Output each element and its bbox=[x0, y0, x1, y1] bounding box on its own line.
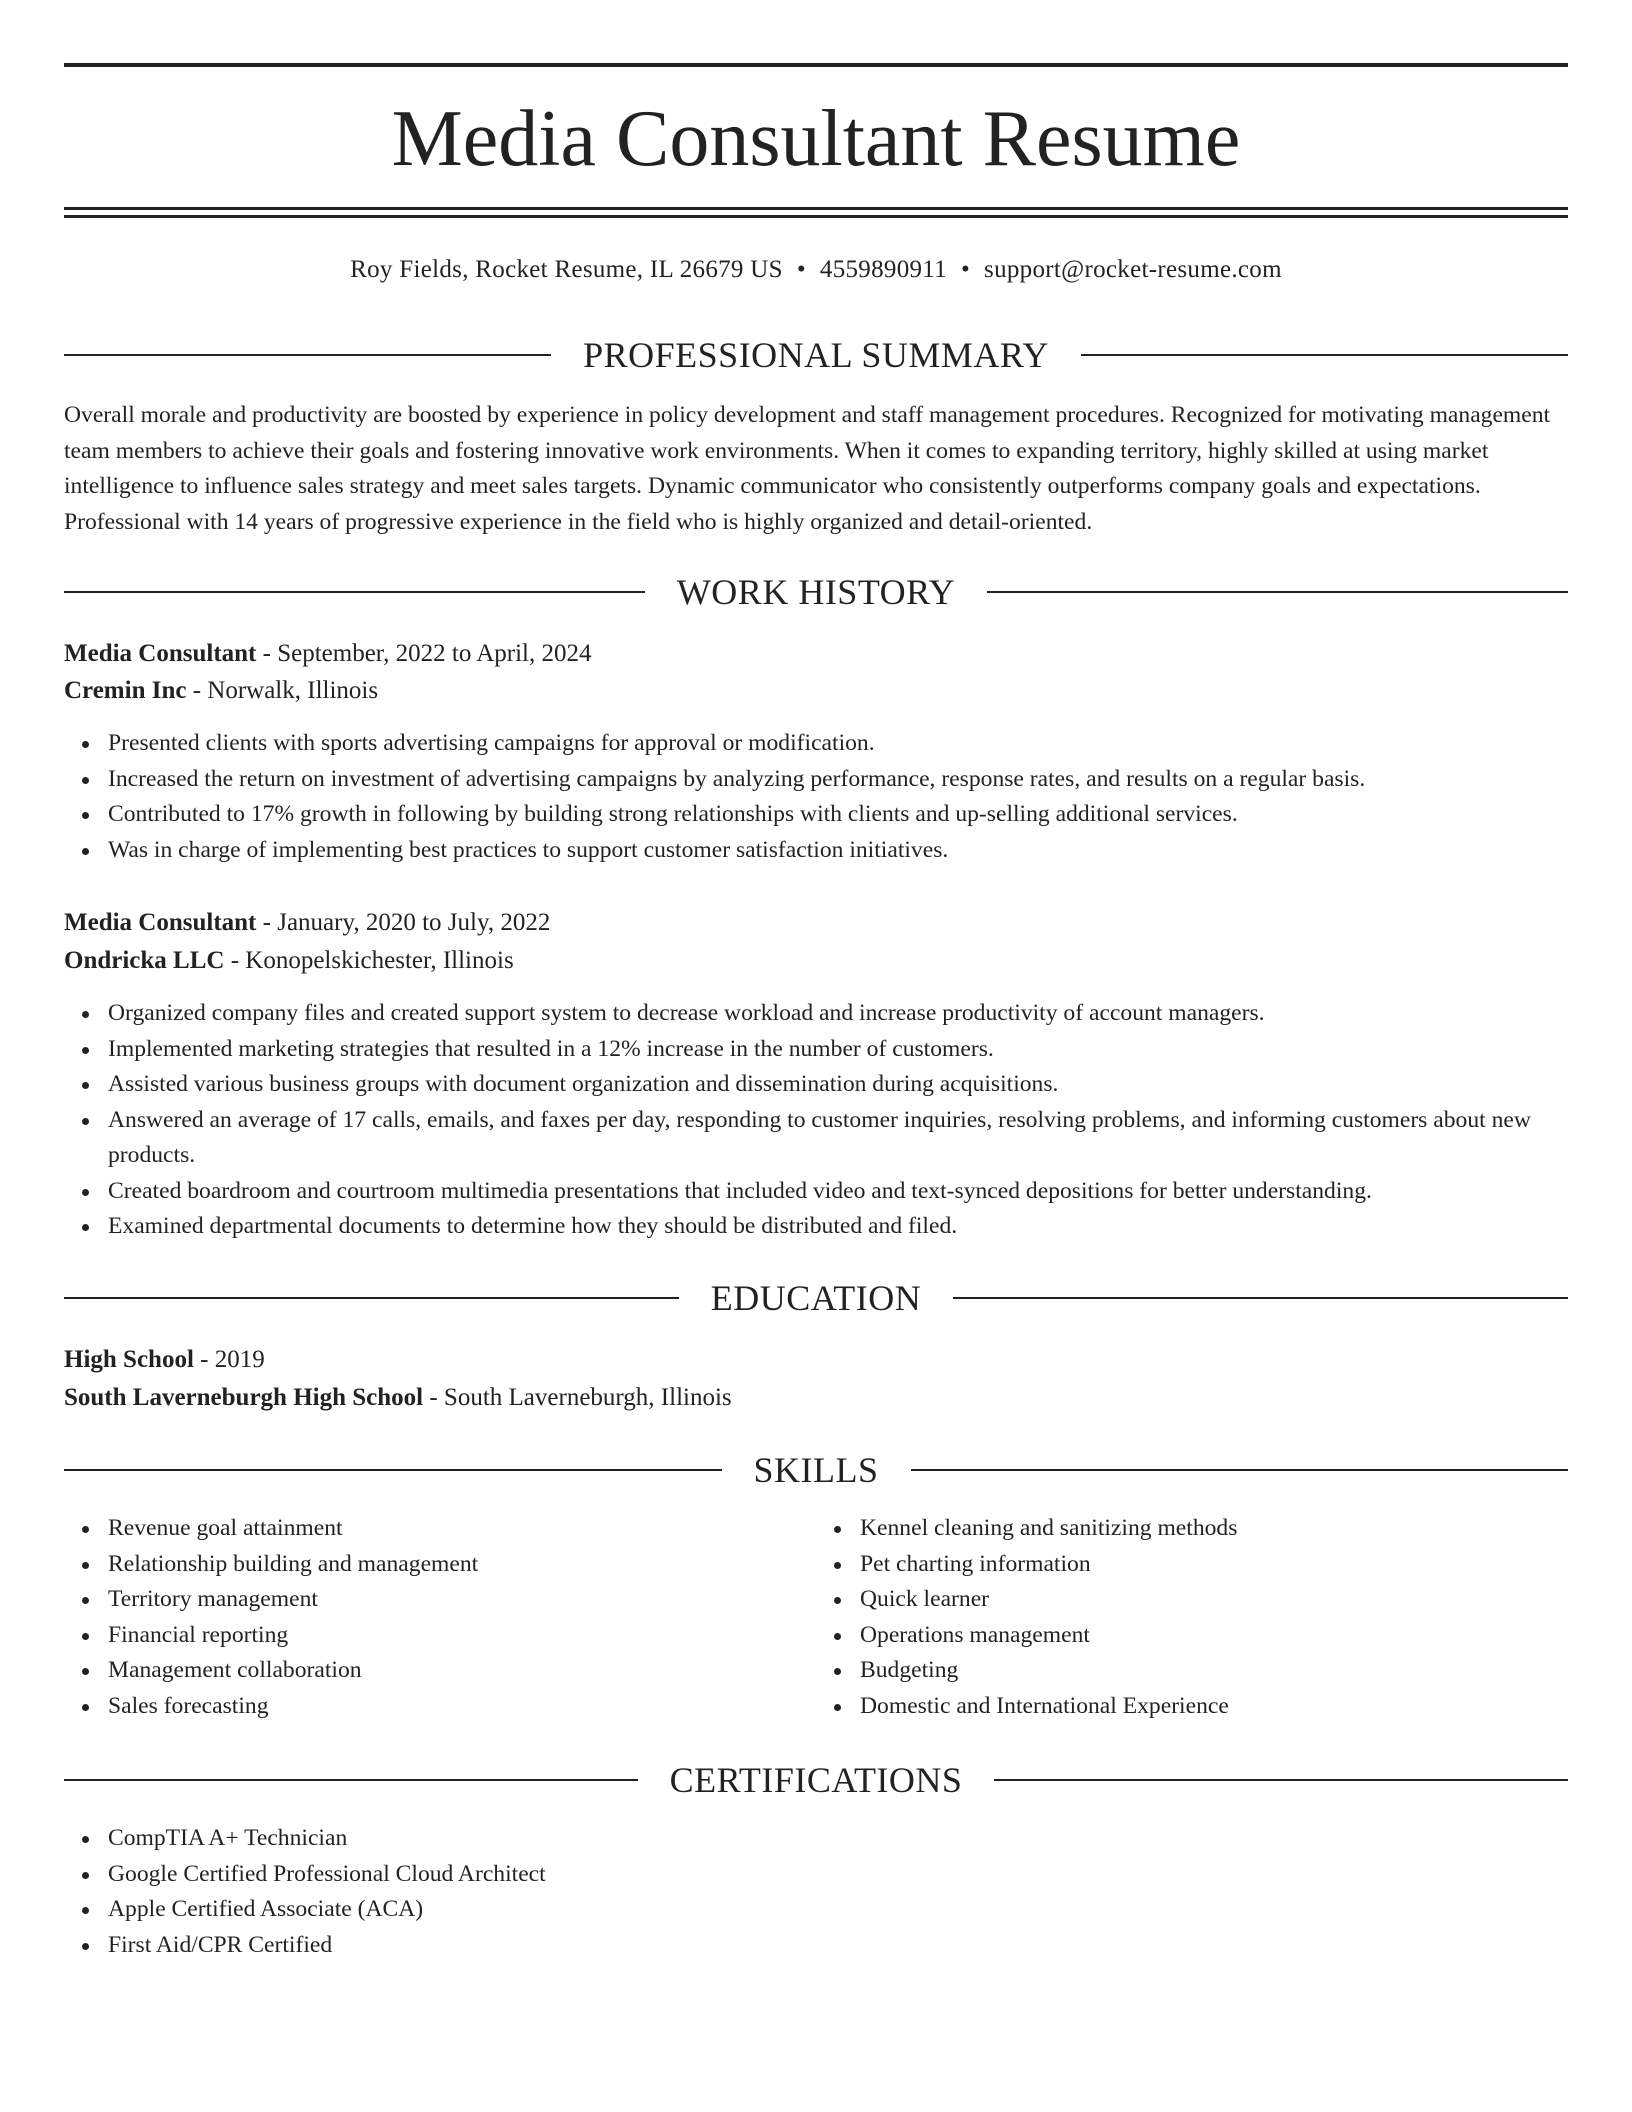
skill-item: Kennel cleaning and sanitizing methods bbox=[860, 1511, 1568, 1547]
job-dates: - January, 2020 to July, 2022 bbox=[256, 909, 551, 936]
job-bullet: Assisted various business groups with document organization and dissemination during acquisitions. bbox=[108, 1067, 1568, 1103]
divider-line bbox=[987, 591, 1568, 593]
section-title-summary: PROFESSIONAL SUMMARY bbox=[583, 335, 1049, 375]
job-bullet: Examined departmental documents to determine how they should be distributed and filed. bbox=[108, 1209, 1568, 1245]
contact-separator: • bbox=[960, 256, 971, 283]
title-rule-lower bbox=[64, 215, 1568, 218]
divider-line bbox=[994, 1779, 1568, 1781]
divider-line bbox=[1081, 354, 1568, 356]
certification-item: Apple Certified Associate (ACA) bbox=[108, 1892, 1568, 1928]
job-bullets bbox=[64, 996, 1568, 1245]
skill-item: Management collaboration bbox=[108, 1653, 816, 1689]
divider-line bbox=[64, 1297, 679, 1299]
section-title-work: WORK HISTORY bbox=[676, 572, 956, 612]
section-header-skills bbox=[64, 1448, 1568, 1492]
summary-text: Overall morale and productivity are boosted by experience in policy development and staff management procedures. Recognized for motivating management team members to achieve their goals and fostering innovative work environments. When it comes to expanding territory, highly skilled at using market intelligence to influence sales strategy and meet sales targets. Dynamic communicator who consistently outperforms company goals and expectations. Professional with 14 years of progressive experience in the field who is highly organized and detail-oriented. bbox=[64, 402, 1551, 535]
job-company: Ondricka LLC bbox=[64, 947, 225, 974]
contact-line bbox=[64, 252, 1568, 288]
job-location: - Norwalk, Illinois bbox=[186, 677, 379, 704]
section-header-education bbox=[64, 1276, 1568, 1320]
education-degree-line bbox=[64, 1342, 1568, 1378]
certification-item: Google Certified Professional Cloud Architect bbox=[108, 1857, 1568, 1893]
contact-address: Roy Fields, Rocket Resume, IL 26679 US bbox=[350, 256, 783, 283]
skill-item: Territory management bbox=[108, 1582, 816, 1618]
skill-item: Sales forecasting bbox=[108, 1689, 816, 1725]
section-title-skills: SKILLS bbox=[753, 1450, 879, 1490]
skill-item: Operations management bbox=[860, 1618, 1568, 1654]
job-location: - Konopelskichester, Illinois bbox=[224, 947, 514, 974]
skill-item: Revenue goal attainment bbox=[108, 1511, 816, 1547]
job-company: Cremin Inc bbox=[64, 677, 187, 704]
education-school-line bbox=[64, 1380, 1568, 1416]
skill-item: Quick learner bbox=[860, 1582, 1568, 1618]
education-year: - 2019 bbox=[193, 1346, 265, 1373]
job-bullet: Implemented marketing strategies that resulted in a 12% increase in the number of customers. bbox=[108, 1032, 1568, 1068]
section-header-summary bbox=[64, 333, 1568, 377]
job-bullet: Increased the return on investment of advertising campaigns by analyzing performance, response rates, and results on a regular basis. bbox=[108, 762, 1568, 798]
divider-line bbox=[953, 1297, 1568, 1299]
skill-item: Relationship building and management bbox=[108, 1547, 816, 1583]
job-title-line bbox=[64, 636, 1568, 672]
top-rule bbox=[64, 63, 1568, 67]
section-title-certifications: CERTIFICATIONS bbox=[669, 1760, 963, 1800]
divider-line bbox=[64, 1779, 638, 1781]
contact-email: support@rocket-resume.com bbox=[984, 256, 1282, 283]
divider-line bbox=[911, 1469, 1569, 1471]
skills-list-left bbox=[64, 1511, 816, 1725]
section-title-education: EDUCATION bbox=[710, 1278, 922, 1318]
skill-item: Financial reporting bbox=[108, 1618, 816, 1654]
education-degree: High School bbox=[64, 1346, 194, 1373]
contact-phone: 4559890911 bbox=[819, 256, 947, 283]
skills-list-right bbox=[816, 1511, 1568, 1725]
skills-columns bbox=[64, 1511, 1568, 1725]
education-location: - South Laverneburgh, Illinois bbox=[423, 1384, 732, 1411]
job-bullets bbox=[64, 726, 1568, 868]
job-bullet: Answered an average of 17 calls, emails, and faxes per day, responding to customer inquiries, resolving problems, and informing customers about new products. bbox=[108, 1103, 1568, 1174]
certification-item: CompTIA A+ Technician bbox=[108, 1821, 1568, 1857]
skill-item: Domestic and International Experience bbox=[860, 1689, 1568, 1725]
title-rule-upper bbox=[64, 207, 1568, 210]
job-bullet: Organized company files and created support system to decrease workload and increase productivity of account managers. bbox=[108, 996, 1568, 1032]
job-title-line bbox=[64, 905, 1568, 941]
resume-title: Media Consultant Resume bbox=[391, 95, 1241, 183]
skill-item: Pet charting information bbox=[860, 1547, 1568, 1583]
job-title: Media Consultant bbox=[64, 640, 257, 667]
job-bullet: Was in charge of implementing best practices to support customer satisfaction initiatives. bbox=[108, 833, 1568, 869]
divider-line bbox=[64, 1469, 722, 1471]
section-header-work bbox=[64, 570, 1568, 614]
divider-line bbox=[64, 591, 645, 593]
certification-item: First Aid/CPR Certified bbox=[108, 1928, 1568, 1964]
job-dates: - September, 2022 to April, 2024 bbox=[256, 640, 592, 667]
section-header-certifications bbox=[64, 1758, 1568, 1802]
job-company-line bbox=[64, 943, 1568, 979]
skill-item: Budgeting bbox=[860, 1653, 1568, 1689]
contact-separator: • bbox=[796, 256, 806, 283]
job-bullet: Contributed to 17% growth in following by building strong relationships with clients and up-selling additional services. bbox=[108, 797, 1568, 833]
job-bullet: Created boardroom and courtroom multimedia presentations that included video and text-synced depositions for better understanding. bbox=[108, 1174, 1568, 1210]
divider-line bbox=[64, 354, 551, 356]
job-bullet: Presented clients with sports advertising campaigns for approval or modification. bbox=[108, 726, 1568, 762]
job-title: Media Consultant bbox=[64, 909, 257, 936]
job-company-line bbox=[64, 673, 1568, 709]
education-school: South Laverneburgh High School bbox=[64, 1384, 424, 1411]
certifications-list bbox=[64, 1821, 1568, 1963]
